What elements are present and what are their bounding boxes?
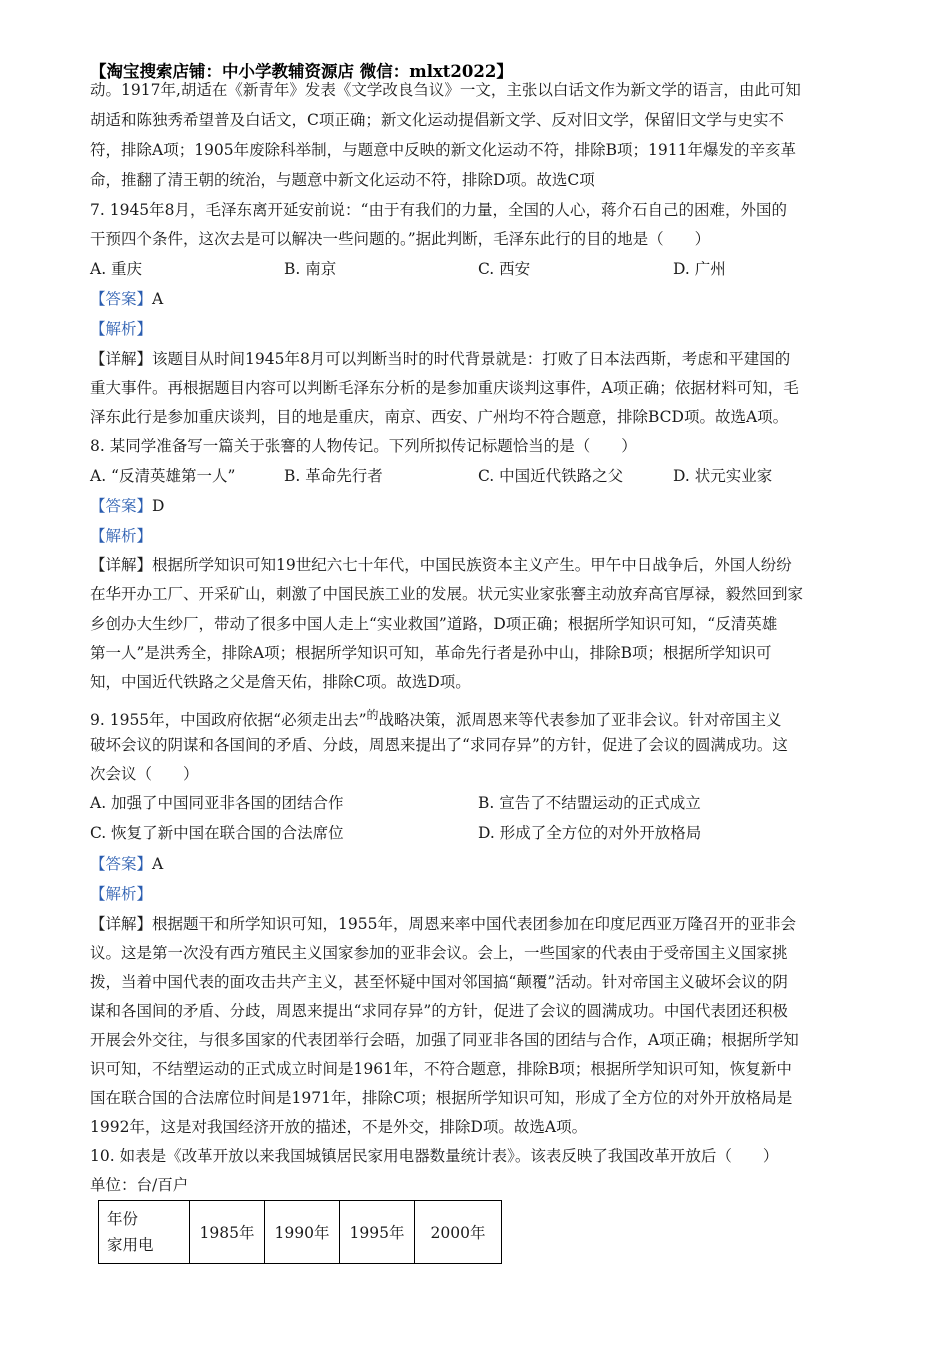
- q9-stem-part: 战略决策，派周恩来等代表参加了亚非会议。针对帝国主义: [378, 711, 782, 730]
- q8-detail-line: 第一人”是洪秀全，排除A项；根据所学知识可知，革命先行者是孙中山，排除B项；根据所学知识可: [90, 644, 772, 662]
- answer-value: D: [152, 497, 165, 515]
- q9-answer: [90, 854, 860, 874]
- table-header-year: 2000年: [415, 1201, 502, 1264]
- q7-option-a: A. 重庆: [90, 260, 143, 278]
- q9-analysis-label: 【解析】: [90, 885, 153, 903]
- q7-answer: [90, 289, 860, 309]
- answer-value: A: [152, 855, 164, 873]
- q9-option-b: B. 宣告了不结盟运动的正式成立: [478, 794, 701, 812]
- table-header-year: 1990年: [265, 1201, 340, 1264]
- q9-detail-line: 议。这是第一次没有西方殖民主义国家参加的亚非会议。会上，一些国家的代表由于受帝国主义国家挑: [90, 944, 788, 962]
- q9-stem-part: 9. 1955年，中国政府依据“必须走出去”: [90, 711, 367, 730]
- q8-detail-line: 乡创办大生纱厂，带动了很多中国人走上“实业救国”道路，D项正确；根据所学知识可知，“反清英雄: [90, 615, 778, 633]
- q7-detail-line: 泽东此行是参加重庆谈判，目的地是重庆，南京、西安、广州均不符合题意，排除BCD项。故选A项。: [90, 408, 789, 426]
- answer-label: 【答案】: [90, 855, 153, 873]
- q9-stem-line: 次会议（ ）: [90, 765, 199, 783]
- q9-option-d: D. 形成了全方位的对外开放格局: [478, 824, 702, 842]
- q6-explanation-line: 动。1917年,胡适在《新青年》发表《文学改良刍议》一文，主张以白话文作为新文学的语言，由此可知: [90, 81, 801, 99]
- page-header: 【淘宝搜索店铺：中小学教辅资源店 微信：mlxt2022】: [90, 62, 513, 81]
- q10-unit: 单位：台/百户: [90, 1176, 189, 1194]
- table-corner-cell: [99, 1201, 190, 1264]
- q8-analysis-label: 【解析】: [90, 527, 153, 545]
- q9-option-c: C. 恢复了新中国在联合国的合法席位: [90, 824, 344, 842]
- q9-detail-line: 开展会外交往，与很多国家的代表团举行会晤，加强了同亚非各国的团结与合作，A项正确；根据所学知: [90, 1031, 799, 1049]
- q7-option-b: B. 南京: [284, 260, 337, 278]
- q8-option-a: A. “反清英雄第一人”: [90, 467, 236, 485]
- q8-option-c: C. 中国近代铁路之父: [478, 467, 624, 485]
- q8-detail-line: 知，中国近代铁路之父是詹天佑，排除C项。故选D项。: [90, 673, 471, 691]
- corner-label-appliance: 家用电: [107, 1236, 154, 1254]
- q9-stem-line: 破坏会议的阴谋和各国间的矛盾、分歧，周恩来提出了“求同存异”的方针，促进了会议的圆满成功。这: [90, 736, 788, 754]
- q9-detail-line: 识可知，不结塑运动的正式成立时间是1961年，不符合题意，排除B项；根据所学知识可知，恢复新中: [90, 1060, 792, 1078]
- q8-answer: [90, 496, 860, 516]
- q9-stem-line: [90, 705, 860, 730]
- q8-detail-line: 在华开办工厂、开采矿山，刺激了中国民族工业的发展。状元实业家张謇主动放弃高官厚禄，毅然回到家: [90, 585, 804, 603]
- q7-option-d: D. 广州: [673, 260, 726, 278]
- q9-detail-line: 拨，当着中国代表的面攻击共产主义，甚至怀疑中国对邻国搞“颠覆”活动。针对帝国主义破坏会议的阴: [90, 973, 788, 991]
- q6-explanation-line: 命，推翻了清王朝的统治，与题意中新文化运动不符，排除D项。故选C项: [90, 171, 595, 189]
- answer-value: A: [152, 290, 164, 308]
- q10-stem-line: 10. 如表是《改革开放以来我国城镇居民家用电器数量统计表》。该表反映了我国改革开放后（ ）: [90, 1147, 779, 1165]
- table-header-year: 1985年: [190, 1201, 265, 1264]
- q9-detail-line: 谋和各国间的矛盾、分歧，周恩来提出“求同存异”的方针，促进了会议的圆满成功。中国代表团还积极: [90, 1002, 788, 1020]
- table-row: [99, 1201, 502, 1264]
- q6-explanation-line: 符，排除A项；1905年废除科举制，与题意中反映的新文化运动不符，排除B项；1911年爆发的辛亥革: [90, 141, 796, 159]
- q9-detail-line: 1992年，这是对我国经济开放的描述，不是外交，排除D项。故选A项。: [90, 1118, 588, 1136]
- answer-label: 【答案】: [90, 497, 153, 515]
- q9-detail-line: 【详解】根据题干和所学知识可知，1955年，周恩来率中国代表团参加在印度尼西亚万隆召开的亚非会: [90, 915, 796, 933]
- corner-label-year: 年份: [107, 1210, 139, 1228]
- q6-explanation-line: 胡适和陈独秀希望普及白话文，C项正确；新文化运动提倡新文学、反对旧文学，保留旧文学与史实不: [90, 111, 784, 129]
- q8-option-b: B. 革命先行者: [284, 467, 383, 485]
- q7-stem-line: 7. 1945年8月，毛泽东离开延安前说：“由于有我们的力量，全国的人心，蒋介石自己的困难，外国的: [90, 201, 787, 219]
- appliance-stat-table: [98, 1200, 502, 1264]
- q8-option-d: D. 状元实业家: [673, 467, 773, 485]
- answer-label: 【答案】: [90, 290, 153, 308]
- q9-detail-line: 国在联合国的合法席位时间是1971年，排除C项；根据所学知识可知，形成了全方位的对外开放格局是: [90, 1089, 793, 1107]
- q8-stem-line: 8. 某同学准备写一篇关于张謇的人物传记。下列所拟传记标题恰当的是（ ）: [90, 437, 637, 455]
- table-header-year: 1995年: [340, 1201, 415, 1264]
- q9-stem-part: 的: [366, 708, 379, 722]
- q9-option-a: A. 加强了中国同亚非各国的团结合作: [90, 794, 344, 812]
- q7-stem-line: 干预四个条件，这次去是可以解决一些问题的。”据此判断，毛泽东此行的目的地是（ ）: [90, 230, 711, 248]
- q7-detail-line: 【详解】该题目从时间1945年8月可以判断当时的时代背景就是：打败了日本法西斯，考虑和平建国的: [90, 350, 791, 368]
- q7-detail-line: 重大事件。再根据题目内容可以判断毛泽东分析的是参加重庆谈判这事件，A项正确；依据材料可知，毛: [90, 379, 799, 397]
- q8-detail-line: 【详解】根据所学知识可知19世纪六七十年代，中国民族资本主义产生。甲午中日战争后，外国人纷纷: [90, 556, 792, 574]
- q7-option-c: C. 西安: [478, 260, 531, 278]
- q7-analysis-label: 【解析】: [90, 320, 153, 338]
